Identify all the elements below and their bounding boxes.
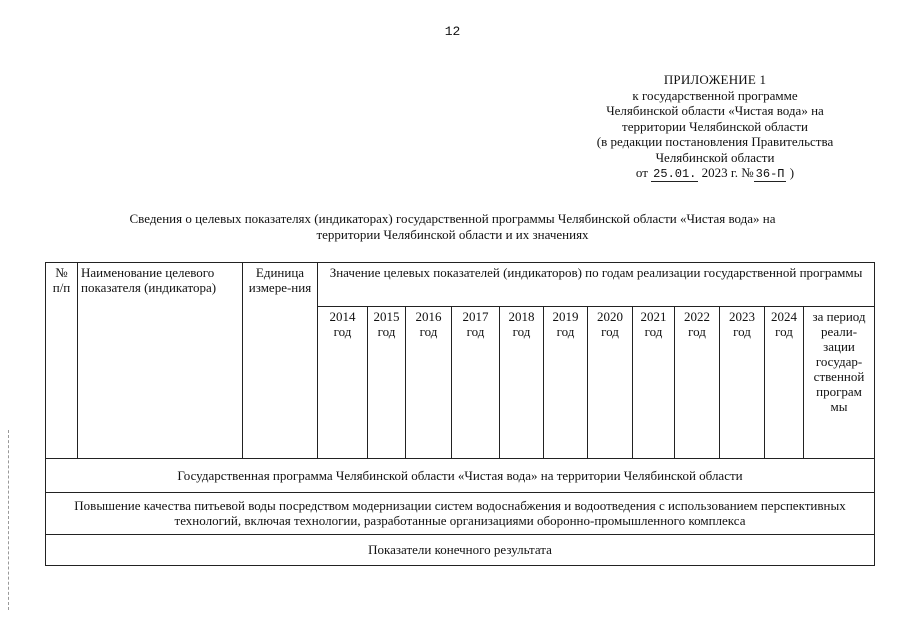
year-header: 2019 год xyxy=(544,307,588,459)
date-suffix: ) xyxy=(789,165,795,180)
date-year: 2023 г. № xyxy=(701,165,754,180)
appendix-line: территории Челябинской области xyxy=(622,118,808,134)
binding-margin-line xyxy=(8,430,9,610)
year-header: 2024 год xyxy=(765,307,804,459)
heading-line: Сведения о целевых показателях (индикаторах) государственной программы Челябинской области «Чистая вода» на xyxy=(129,211,776,226)
header-period: за период реали-зации государ-ственной програм мы xyxy=(804,307,875,459)
indicators-table xyxy=(45,262,875,566)
appendix-title: ПРИЛОЖЕНИЕ 1 xyxy=(663,72,767,87)
year-header: 2015 год xyxy=(368,307,406,459)
header-values: Значение целевых показателей (индикаторов) по годам реализации государственной программы xyxy=(318,263,875,307)
appendix-line: Челябинской области xyxy=(655,149,775,165)
year-header: 2022 год xyxy=(675,307,720,459)
header-num: № п/п xyxy=(46,263,78,459)
year-header: 2018 год xyxy=(500,307,544,459)
year-header: 2023 год xyxy=(720,307,765,459)
year-header: 2021 год xyxy=(633,307,675,459)
appendix-line: Челябинской области «Чистая вода» на xyxy=(606,103,824,118)
year-header: 2016 год xyxy=(406,307,452,459)
year-header: 2020 год xyxy=(588,307,633,459)
date-prefix: от xyxy=(635,165,648,180)
appendix-line: к государственной программе xyxy=(632,87,798,103)
heading-line: территории Челябинской области и их значениях xyxy=(316,227,589,242)
year-header: 2017 год xyxy=(452,307,500,459)
appendix-line: (в редакции постановления Правительства xyxy=(596,134,834,149)
row-program: Государственная программа Челябинской области «Чистая вода» на территории Челябинской области xyxy=(46,458,875,492)
resolution-date-line xyxy=(560,165,870,183)
year-header: 2014 год xyxy=(318,307,368,459)
resolution-number: 36-П xyxy=(755,167,785,181)
document-heading xyxy=(60,211,845,243)
date-value: 25.01. xyxy=(653,167,697,181)
appendix-block xyxy=(560,72,870,183)
header-unit: Единица измере-ния xyxy=(243,263,318,459)
page-number: 12 xyxy=(444,24,461,39)
row-indicators: Показатели конечного результата xyxy=(46,534,875,565)
row-goal: Повышение качества питьевой воды посредством модернизации систем водоснабжения и водоотведения с использованием перспективных технологий, включая технологии, разработанные организациями оборонно-промышленного комплекса xyxy=(46,492,875,534)
header-name: Наименование целевого показателя (индикатора) xyxy=(78,263,243,459)
